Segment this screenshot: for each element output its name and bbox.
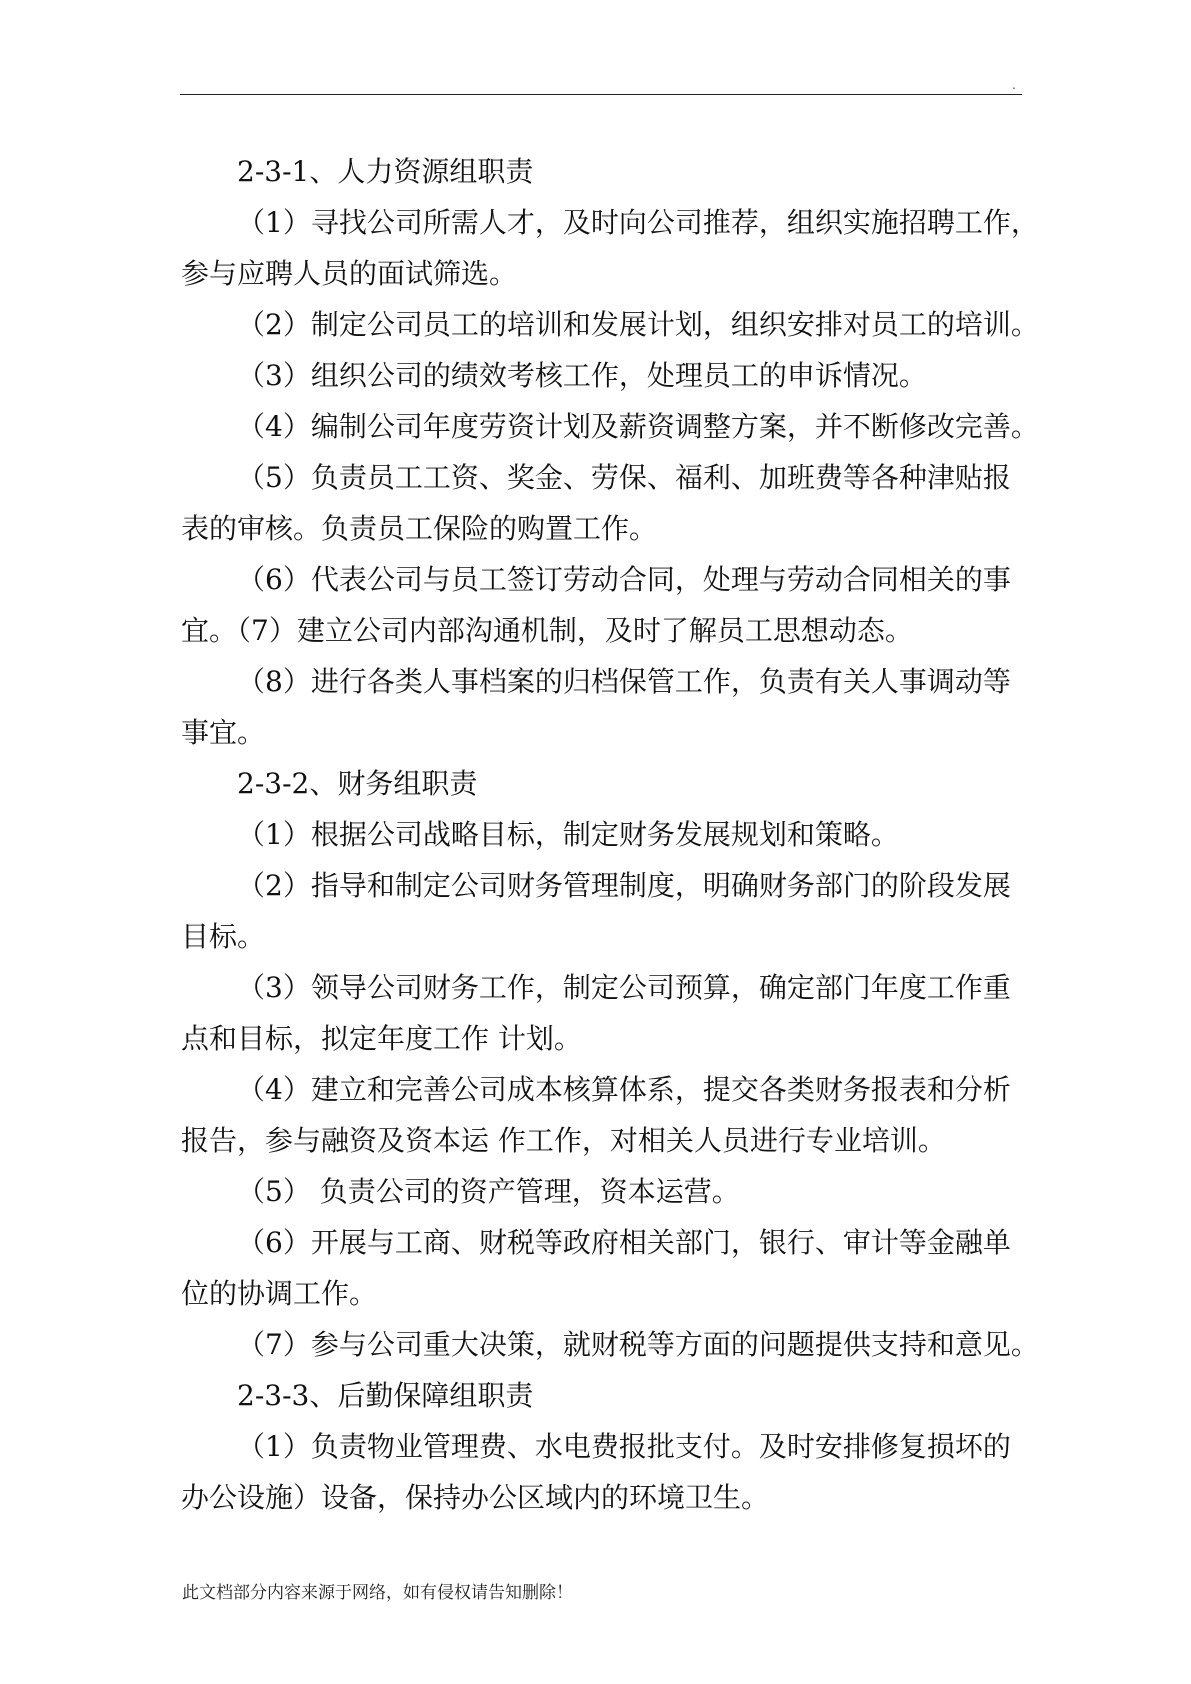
text-line: （5）负责员工工资、奖金、劳保、福利、加班费等各种津贴报: [237, 461, 1011, 494]
footer-disclaimer: 此文档部分内容来源于网络，如有侵权请告知删除！: [182, 1583, 573, 1603]
header-rule: [180, 94, 1022, 95]
text-line: （3）组织公司的绩效考核工作，处理员工的申诉情况。: [237, 359, 927, 392]
text-line: （1）负责物业管理费、水电费报批支付。及时安排修复损坏的: [237, 1430, 1011, 1463]
text-line: （6）代表公司与员工签订劳动合同，处理与劳动合同相关的事: [237, 563, 1011, 596]
text-line: 事宜。: [181, 716, 266, 749]
text-line: 点和目标，拟定年度工作 计划。: [181, 1022, 582, 1055]
text-line: 位的协调工作。: [181, 1277, 378, 1310]
text-line: （7）参与公司重大决策，就财税等方面的问题提供支持和意见。: [237, 1328, 1039, 1361]
text-line: 宜。（7）建立公司内部沟通机制，及时了解员工思想动态。: [181, 614, 913, 647]
text-line: 办公设施）设备，保持办公区域内的环境卫生。: [181, 1481, 770, 1514]
text-line: （8）进行各类人事档案的归档保管工作，负责有关人事调动等: [237, 665, 1011, 698]
header-mark: .: [1012, 78, 1016, 92]
text-line: （4）编制公司年度劳资计划及薪资调整方案，并不断修改完善。: [237, 410, 1039, 443]
text-line: （4）建立和完善公司成本核算体系，提交各类财务报表和分析: [237, 1073, 1011, 1106]
text-line: （2）制定公司员工的培训和发展计划，组织安排对员工的培训。: [237, 308, 1039, 341]
text-line: （2）指导和制定公司财务管理制度，明确财务部门的阶段发展: [237, 869, 1011, 902]
text-line: 报告，参与融资及资本运 作工作，对相关人员进行专业培训。: [181, 1124, 946, 1157]
text-line: （5） 负责公司的资产管理，资本运营。: [237, 1175, 740, 1208]
text-line: 2-3-1、人力资源组职责: [237, 155, 534, 188]
text-line: 表的审核。负责员工保险的购置工作。: [181, 512, 658, 545]
document-body: [181, 146, 1039, 1523]
text-line: 2-3-2、财务组职责: [237, 767, 478, 800]
text-line: 参与应聘人员的面试筛选。: [181, 257, 518, 290]
text-line: （1）根据公司战略目标，制定财务发展规划和策略。: [237, 818, 899, 851]
text-line: 目标。: [181, 920, 266, 953]
text-line: 2-3-3、后勤保障组职责: [237, 1379, 534, 1412]
text-line: （6）开展与工商、财税等政府相关部门，银行、审计等金融单: [237, 1226, 1011, 1259]
text-line: （3）领导公司财务工作，制定公司预算，确定部门年度工作重: [237, 971, 1011, 1004]
text-line: （1）寻找公司所需人才，及时向公司推荐，组织实施招聘工作，: [237, 206, 1039, 239]
